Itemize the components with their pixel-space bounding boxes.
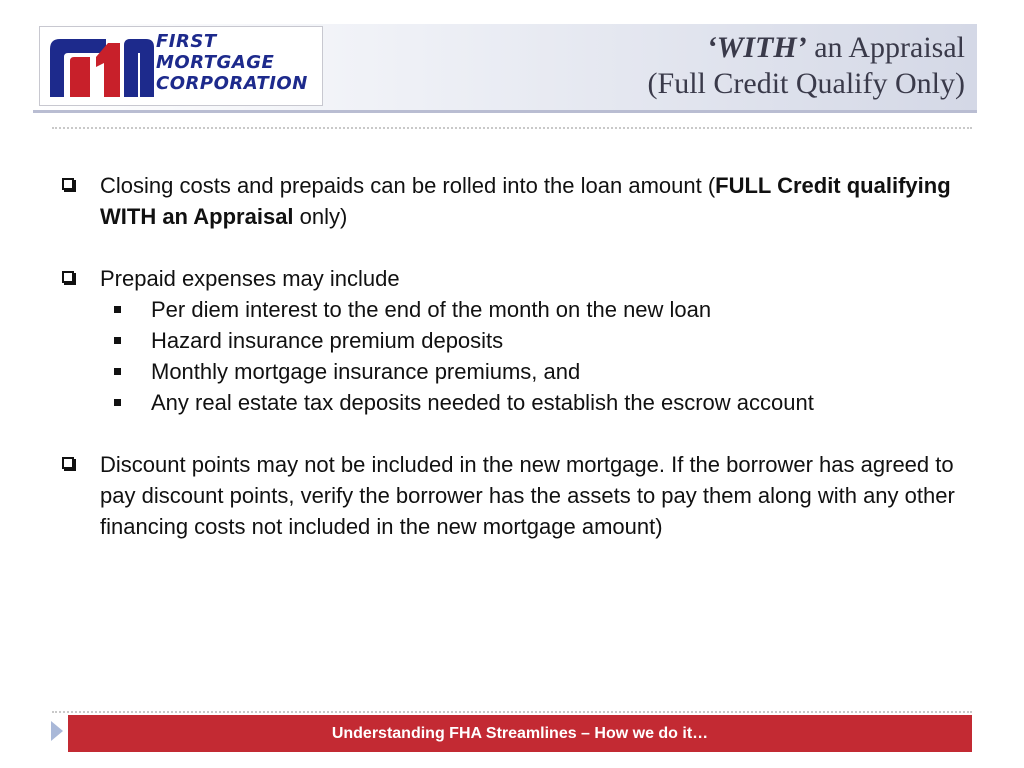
slide-title	[648, 30, 965, 102]
bullet-1-bold: FULL Credit qualifying WITH an Appraisal	[100, 173, 951, 229]
bullet-1-pre: Closing costs and prepaids can be rolled into the loan amount (	[100, 173, 716, 198]
triangle-arrow-icon	[51, 721, 63, 741]
square-bullet-icon	[114, 399, 121, 406]
sub-bullet	[62, 294, 972, 325]
logo-wordmark	[156, 31, 308, 94]
logo-line-first: FIRST	[156, 31, 217, 52]
sub-bullet-text: Any real estate tax deposits needed to establish the escrow account	[151, 390, 814, 415]
footer-text: Understanding FHA Streamlines – How we do it…	[331, 725, 709, 742]
bullet-1-post: only)	[293, 204, 348, 229]
title-line-1	[648, 30, 965, 66]
company-logo	[39, 26, 323, 106]
sub-bullet-text: Hazard insurance premium deposits	[151, 328, 504, 353]
sub-bullet	[62, 325, 972, 356]
bottom-divider	[52, 711, 972, 713]
title-rest: an Appraisal	[806, 31, 965, 64]
sub-bullet	[62, 387, 972, 418]
slide-header	[33, 24, 977, 113]
logo-mark-icon	[46, 33, 174, 99]
sub-bullet-text: Per diem interest to the end of the month on the new loan	[151, 297, 712, 322]
checkbox-bullet-icon	[62, 457, 74, 469]
sub-bullet	[62, 356, 972, 387]
bullet-prepaid-expenses	[62, 263, 972, 294]
square-bullet-icon	[114, 306, 121, 313]
title-line-2: (Full Credit Qualify Only)	[647, 67, 965, 100]
bullet-3-text: Discount points may not be included in the new mortgage. If the borrower has agreed to pay discount points, verify the borrower has the assets to pay them along with any other financing costs not included in the new mortgage amount)	[100, 452, 955, 539]
top-divider	[52, 127, 972, 129]
logo-line-mortgage: MORTGAGE	[156, 52, 275, 73]
bullet-closing-costs	[62, 170, 972, 232]
title-emphasis: ‘WITH’	[706, 31, 807, 64]
footer-banner	[68, 715, 972, 752]
square-bullet-icon	[114, 337, 121, 344]
checkbox-bullet-icon	[62, 271, 74, 283]
square-bullet-icon	[114, 368, 121, 375]
checkbox-bullet-icon	[62, 178, 74, 190]
slide-content	[62, 170, 972, 542]
bullet-discount-points	[62, 449, 972, 542]
bullet-2-text: Prepaid expenses may include	[100, 266, 400, 291]
logo-line-corporation: CORPORATION	[156, 73, 308, 94]
sub-bullet-text: Monthly mortgage insurance premiums, and	[151, 359, 581, 384]
